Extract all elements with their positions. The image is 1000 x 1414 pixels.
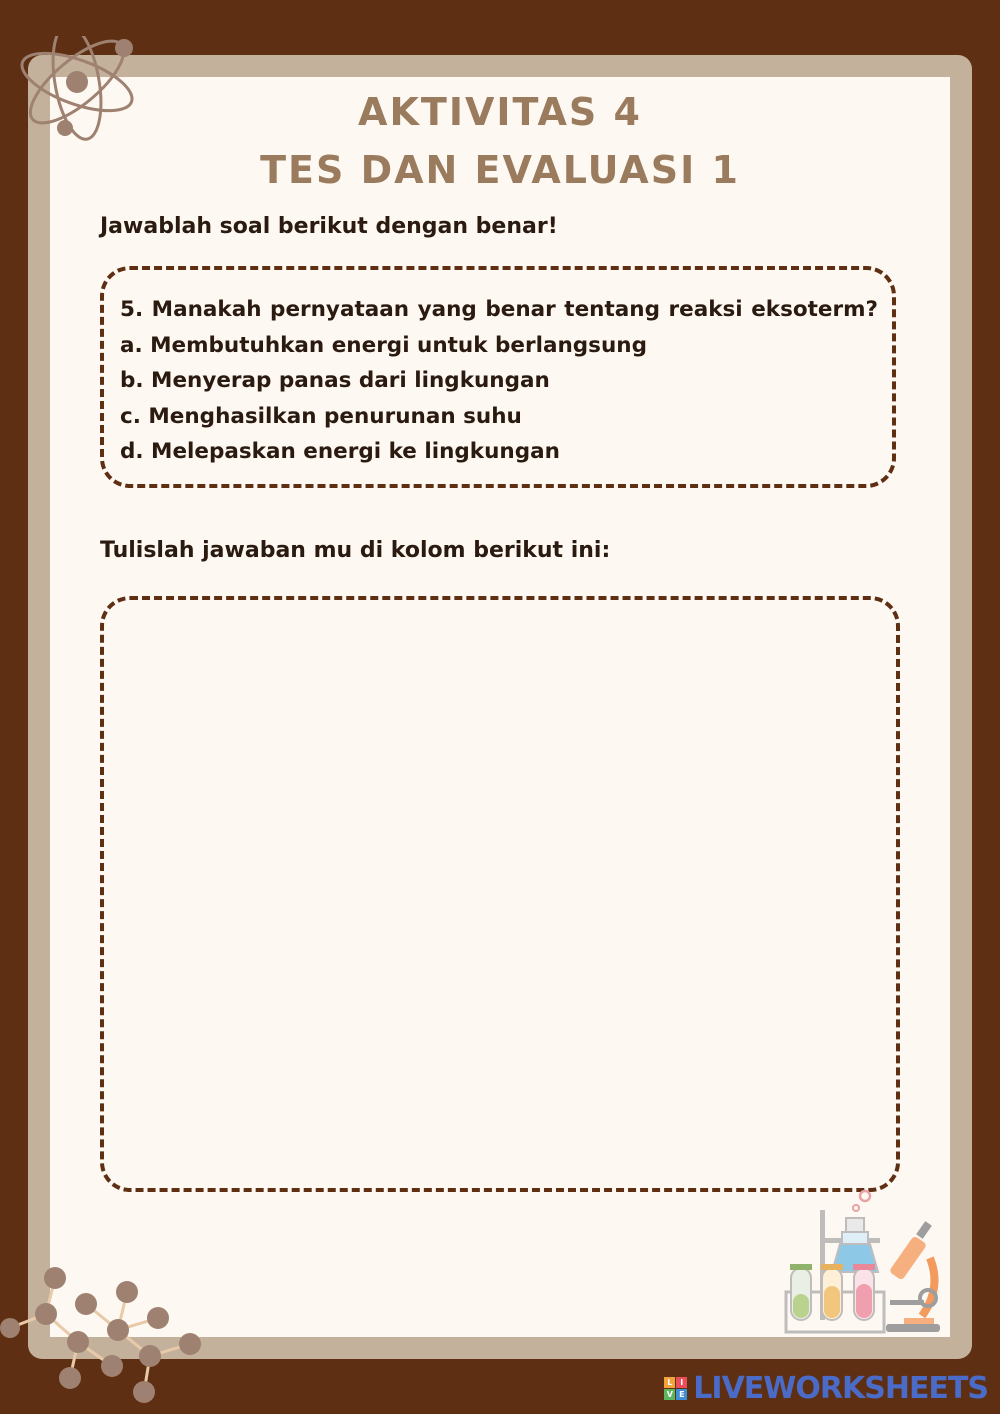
- brand-name: LIVEWORKSHEETS: [693, 1371, 988, 1406]
- page-subtitle: TES DAN EVALUASI 1: [260, 148, 740, 192]
- logo-letter-v: V: [664, 1389, 675, 1400]
- option-c: c. Menghasilkan penurunan suhu: [120, 403, 522, 429]
- option-d: d. Melepaskan energi ke lingkungan: [120, 439, 560, 464]
- footer-brand: [664, 1371, 988, 1406]
- molecule-icon: [0, 1262, 210, 1414]
- liveworksheets-logo-icon: [664, 1377, 687, 1400]
- option-a: a. Membutuhkan energi untuk berlangsung: [120, 332, 647, 358]
- answer-prompt: Tulislah jawaban mu di kolom berikut ini:: [100, 538, 611, 563]
- logo-letter-e: E: [676, 1389, 687, 1400]
- answer-input-box[interactable]: [100, 596, 900, 1192]
- logo-letter-l: L: [664, 1377, 675, 1388]
- question-text: 5. Manakah pernyataan yang benar tentang reaksi eksoterm?: [120, 297, 878, 322]
- page-title: AKTIVITAS 4: [358, 90, 642, 134]
- instruction-text: Jawablah soal berikut dengan benar!: [100, 214, 558, 239]
- question-box: [100, 266, 896, 488]
- lab-equipment-icon: [782, 1188, 946, 1336]
- logo-letter-i: I: [676, 1377, 687, 1388]
- option-b: b. Menyerap panas dari lingkungan: [120, 368, 550, 393]
